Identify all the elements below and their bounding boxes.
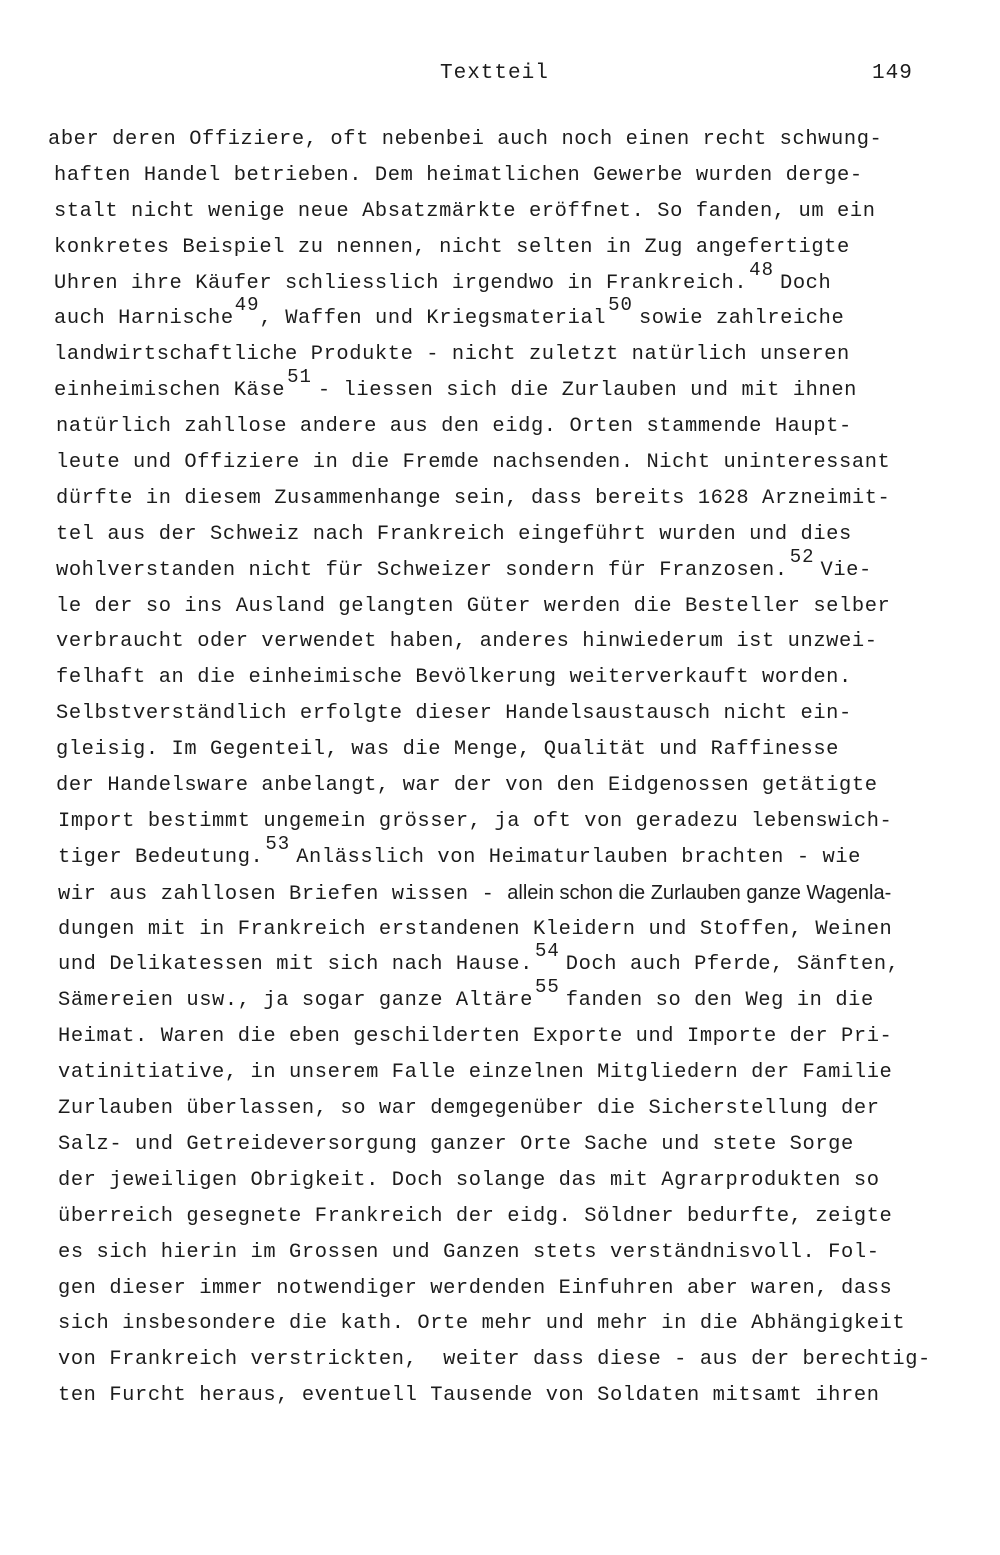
text-segment: fanden so den Weg in die <box>565 989 874 1013</box>
text-segment: Doch <box>779 271 832 295</box>
footnote-ref-48: 48 <box>749 258 774 281</box>
text-line: felhaft an die einheimische Bevölkerung weiterverkauft worden. <box>56 666 852 690</box>
text-line <box>48 832 968 876</box>
text-line: Selbstverständlich erfolgte dieser Handelsaustausch nicht ein- <box>56 702 852 726</box>
footnote-ref-53: 53 <box>265 832 291 855</box>
text-line: gleisig. Im Gegenteil, was die Menge, Qualität und Raffinesse <box>56 738 840 762</box>
body-text <box>48 122 968 1414</box>
running-header-title: Textteil <box>440 62 549 85</box>
text-segment: wohlverstanden nicht für Schweizer sondern für Franzosen. <box>56 558 788 582</box>
text-segment: einheimischen Käse <box>54 379 286 403</box>
footnote-ref-55: 55 <box>534 976 560 999</box>
text-line: Salz- und Getreideversorgung ganzer Orte Sache und stete Sorge <box>58 1132 854 1156</box>
text-segment: wir aus zahllosen Briefen wissen - <box>58 882 508 906</box>
text-line: dungen mit in Frankreich erstandenen Kleidern und Stoffen, Weinen <box>58 917 893 941</box>
text-line: le der so ins Ausland gelangten Güter werden die Besteller selber <box>56 594 891 618</box>
text-line <box>48 294 968 337</box>
footnote-ref-49: 49 <box>234 294 260 317</box>
text-line <box>48 976 968 1019</box>
text-line: dürfte in diesem Zusammenhange sein, dass bereits 1628 Arzneimit- <box>56 486 891 510</box>
text-line <box>48 258 968 302</box>
text-line: gen dieser immer notwendiger werdenden Einfuhren aber waren, dass <box>58 1276 893 1300</box>
text-segment: Sämereien usw., ja sogar ganze Altäre <box>58 989 533 1013</box>
text-segment: - liessen sich die Zurlauben und mit ihnen <box>317 379 858 403</box>
text-segment: , Waffen und Kriegsmaterial <box>259 307 607 331</box>
footnote-ref-50: 50 <box>608 294 633 317</box>
text-segment: sowie zahlreiche <box>638 307 845 331</box>
text-segment: und Delikatessen mit sich nach Hause. <box>58 953 533 977</box>
text-line: sich insbesondere die kath. Orte mehr und mehr in die Abhängigkeit <box>58 1312 906 1336</box>
text-line <box>48 366 968 409</box>
text-line: stalt nicht wenige neue Absatzmärkte eröffnet. So fanden, um ein <box>54 199 876 223</box>
text-line: es sich hierin im Grossen und Ganzen stets verständnisvoll. Fol- <box>58 1240 880 1264</box>
text-line: haften Handel betrieben. Dem heimatlichen Gewerbe wurden derge- <box>54 163 863 187</box>
text-line: überreich gesegnete Frankreich der eidg. Söldner bedurfte, zeigte <box>58 1204 893 1228</box>
text-line: Zurlauben überlassen, so war demgegenüber die Sicherstellung der <box>58 1097 880 1121</box>
text-segment: tiger Bedeutung. <box>58 845 264 869</box>
text-line: der Handelsware anbelangt, war der von den Eidgenossen getätigte <box>56 774 878 798</box>
footnote-ref-52: 52 <box>789 545 815 568</box>
text-line: der jeweiligen Obrigkeit. Doch solange das mit Agrarprodukten so <box>58 1168 880 1192</box>
text-line <box>48 876 968 912</box>
page-number: 149 <box>872 62 913 85</box>
text-segment: auch Harnische <box>54 307 234 331</box>
footnote-ref-51: 51 <box>287 366 312 389</box>
text-line: konkretes Beispiel zu nennen, nicht selten in Zug angefertigte <box>54 235 850 259</box>
text-segment: Uhren ihre Käufer schliesslich irgendwo in Frankreich. <box>54 271 748 295</box>
text-segment: Anlässlich von Heimaturlauben brachten - wie <box>296 845 862 869</box>
text-line: Heimat. Waren die eben geschilderten Exporte und Importe der Pri- <box>58 1025 893 1049</box>
text-line: ten Furcht heraus, eventuell Tausende von Soldaten mitsamt ihren <box>58 1384 880 1408</box>
text-segment: Doch auch Pferde, Sänften, <box>565 953 900 977</box>
text-line <box>48 940 968 983</box>
text-line: natürlich zahllose andere aus den eidg. Orten stammende Haupt- <box>56 415 852 439</box>
typed-insert-segment: allein schon die Zurlauben ganze Wagenla- <box>507 881 892 904</box>
text-segment: Vie- <box>820 558 872 582</box>
text-line: Import bestimmt ungemein grösser, ja oft von geradezu lebenswich- <box>58 809 893 833</box>
footnote-ref-54: 54 <box>534 940 560 963</box>
text-line: vatinitiative, in unserem Falle einzelnen Mitgliedern der Familie <box>58 1061 893 1085</box>
text-line: leute und Offiziere in die Fremde nachsenden. Nicht uninteressant <box>56 451 891 475</box>
text-line: landwirtschaftliche Produkte - nicht zuletzt natürlich unseren <box>54 343 850 367</box>
text-line: verbraucht oder verwendet haben, anderes hinwiederum ist unzwei- <box>56 630 878 654</box>
text-line: aber deren Offiziere, oft nebenbei auch noch einen recht schwung- <box>48 128 883 151</box>
text-line: von Frankreich verstrickten, weiter dass diese - aus der berechtig- <box>58 1348 931 1372</box>
text-line: tel aus der Schweiz nach Frankreich eingeführt wurden und dies <box>56 522 852 546</box>
text-line <box>48 545 968 589</box>
